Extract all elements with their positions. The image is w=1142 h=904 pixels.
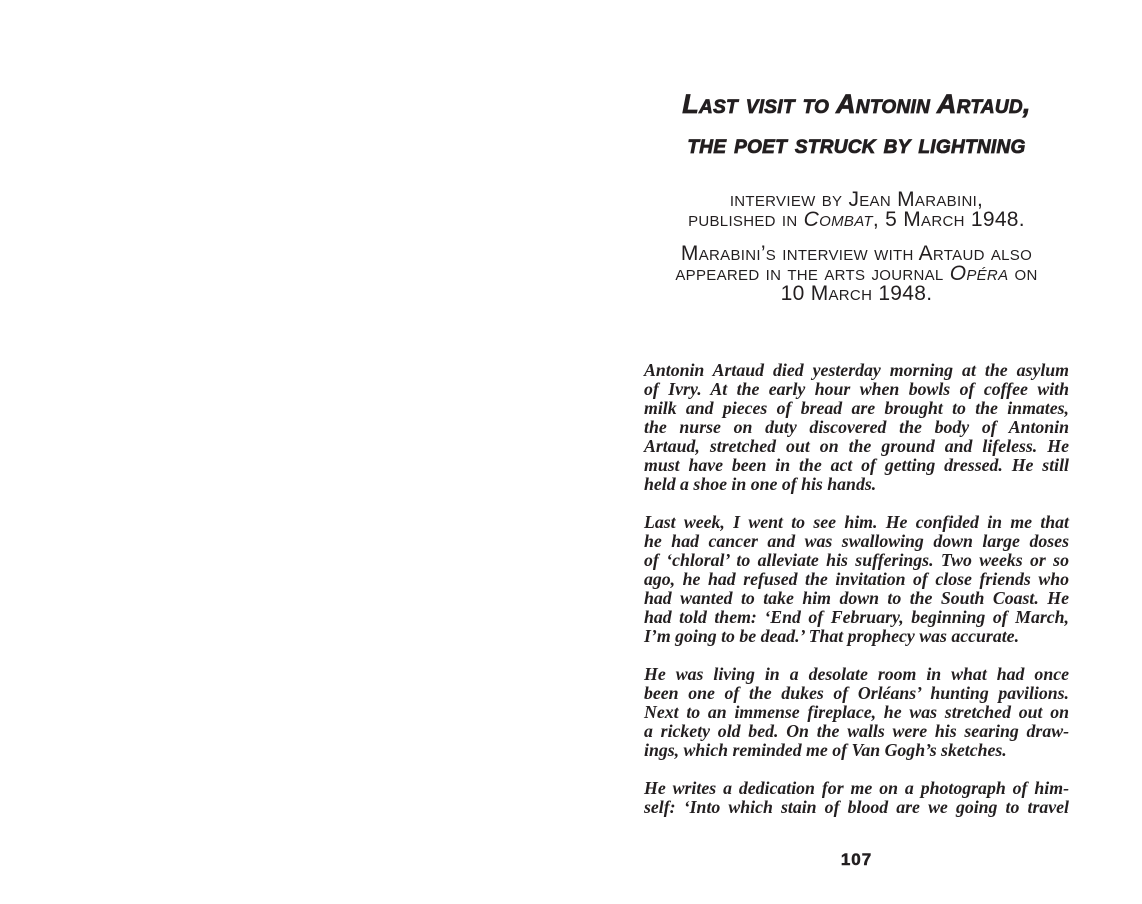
body-line: must have been in the act of getting dressed. He still <box>644 455 1069 475</box>
credit-line <box>644 190 1069 210</box>
body-line: He writes a dedication for me on a photograph of him- <box>644 778 1069 798</box>
body-line: ings, which reminded me of Van Gogh’s sketches. <box>644 740 1007 760</box>
credit-text: Marabini’s interview with Artaud also <box>680 242 1033 265</box>
body-line: of Ivry. At the early hour when bowls of coffee with <box>644 379 1069 399</box>
journal-name: Opéra <box>949 262 1009 285</box>
body-line: a rickety old bed. On the walls were his searing draw- <box>644 721 1069 741</box>
body-line: I’m going to be dead.’ That prophecy was accurate. <box>644 626 1020 646</box>
chapter-title <box>644 84 1069 164</box>
credit-text: interview by Jean Marabini, <box>729 188 984 211</box>
body-line: He was living in a desolate room in what had once <box>644 664 1069 684</box>
body-line: Artaud, stretched out on the ground and lifeless. He <box>644 436 1069 456</box>
body-line: Next to an immense fireplace, he was stretched out on <box>644 702 1069 722</box>
body-line: ago, he had refused the invitation of close friends who <box>644 569 1069 589</box>
body-line: self: ‘Into which stain of blood are we going to travel <box>644 797 1069 817</box>
credit-text: 10 March 1948. <box>780 282 933 305</box>
paragraph <box>644 513 1069 646</box>
credit-text: , 5 March 1948. <box>872 208 1025 231</box>
body-line: held a shoe in one of his hands. <box>644 474 877 494</box>
journal-name: Combat <box>803 208 873 231</box>
credit-text: on <box>1008 262 1038 285</box>
body-line: Last week, I went to see him. He confided in me that <box>644 512 1069 532</box>
body-line: of ‘chloral’ to alleviate his sufferings. Two weeks or so <box>644 550 1069 570</box>
credit-text: appeared in the arts journal <box>675 262 950 285</box>
body-line: milk and pieces of bread are brought to the inmates, <box>644 398 1069 418</box>
body-line: had told them: ‘End of February, beginning of March, <box>644 607 1069 627</box>
credit-line <box>644 210 1069 230</box>
page-number: 107 <box>840 850 873 869</box>
credit-line <box>644 264 1069 284</box>
credit-text: published in <box>688 208 804 231</box>
credit-line <box>644 284 1069 304</box>
paragraph <box>644 361 1069 494</box>
paragraph <box>644 779 1069 817</box>
credit-line <box>644 244 1069 264</box>
body-line: he had cancer and was swallowing down large doses <box>644 531 1069 551</box>
body-line: the nurse on duty discovered the body of Antonin <box>644 417 1069 437</box>
paragraph <box>644 665 1069 760</box>
body-line: had wanted to take him down to the South Coast. He <box>644 588 1069 608</box>
body-line: been one of the dukes of Orléans’ hunting pavilions. <box>644 683 1069 703</box>
article-body <box>644 361 1069 836</box>
body-line: Antonin Artaud died yesterday morning at the asylum <box>644 360 1069 380</box>
interview-reprint-note <box>644 244 1069 304</box>
chapter-title-line-1: Last visit to Antonin Artaud, <box>682 89 1031 119</box>
chapter-title-line-2: the poet struck by lightning <box>687 129 1026 159</box>
interview-credit <box>644 190 1069 230</box>
